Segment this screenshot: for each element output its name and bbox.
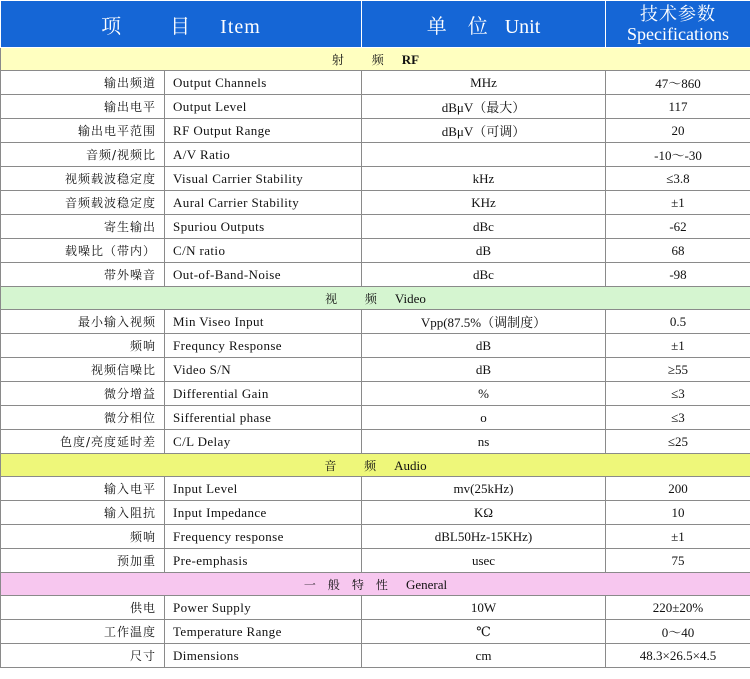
table-row — [1, 358, 750, 382]
section-header-row — [1, 48, 750, 71]
row-name-cn: 带外噪音 — [1, 263, 165, 287]
row-unit: dBL50Hz-15KHz) — [362, 525, 606, 549]
table-row — [1, 382, 750, 406]
row-spec-value: 20 — [606, 119, 750, 143]
row-name-en: Pre-emphasis — [165, 549, 362, 573]
row-unit: o — [362, 406, 606, 430]
row-spec-value: ≤25 — [606, 430, 750, 454]
row-name-cn: 视频信噪比 — [1, 358, 165, 382]
table-row — [1, 406, 750, 430]
row-spec-value: 0.5 — [606, 310, 750, 334]
row-name-en: Output Channels — [165, 71, 362, 95]
row-unit: mv(25kHz) — [362, 477, 606, 501]
header-unit — [362, 1, 606, 48]
row-name-cn: 音频/视频比 — [1, 143, 165, 167]
table-row — [1, 215, 750, 239]
row-name-cn: 微分相位 — [1, 406, 165, 430]
table-row — [1, 191, 750, 215]
row-name-cn: 最小输入视频 — [1, 310, 165, 334]
row-name-en: Input Level — [165, 477, 362, 501]
table-row — [1, 596, 750, 620]
row-unit: 10W — [362, 596, 606, 620]
row-unit — [362, 143, 606, 167]
row-unit: usec — [362, 549, 606, 573]
row-name-en: Min Viseo Input — [165, 310, 362, 334]
section-title — [1, 287, 750, 310]
row-name-en: A/V Ratio — [165, 143, 362, 167]
header-spec — [606, 1, 750, 48]
row-spec-value: -98 — [606, 263, 750, 287]
row-name-cn: 音频载波稳定度 — [1, 191, 165, 215]
table-body — [1, 48, 750, 668]
row-name-en: Aural Carrier Stability — [165, 191, 362, 215]
header-item-en: Item — [220, 15, 261, 38]
row-name-en: RF Output Range — [165, 119, 362, 143]
table-row — [1, 620, 750, 644]
row-name-en: Out-of-Band-Noise — [165, 263, 362, 287]
row-name-en: Output Level — [165, 95, 362, 119]
table-row — [1, 263, 750, 287]
section-title-cn: 射 频 — [331, 52, 396, 67]
row-spec-value: ±1 — [606, 525, 750, 549]
row-unit: MHz — [362, 71, 606, 95]
section-header-row — [1, 287, 750, 310]
row-spec-value: ≥55 — [606, 358, 750, 382]
row-name-cn: 载噪比（带内） — [1, 239, 165, 263]
section-title — [1, 454, 750, 477]
section-title-en: Video — [394, 290, 426, 306]
row-spec-value: -10～-30 — [606, 143, 750, 167]
table-row — [1, 430, 750, 454]
table-row — [1, 334, 750, 358]
row-name-cn: 频响 — [1, 334, 165, 358]
row-unit: dBμV（最大） — [362, 95, 606, 119]
row-name-cn: 频响 — [1, 525, 165, 549]
row-name-en: C/L Delay — [165, 430, 362, 454]
section-header-row — [1, 573, 750, 596]
header-spec-cn: 技术参数 — [640, 4, 716, 24]
row-name-cn: 寄生输出 — [1, 215, 165, 239]
row-name-en: Video S/N — [165, 358, 362, 382]
row-unit: dB — [362, 239, 606, 263]
row-unit: % — [362, 382, 606, 406]
row-name-en: Sifferential phase — [165, 406, 362, 430]
row-spec-value: -62 — [606, 215, 750, 239]
section-title-en: RF — [401, 51, 420, 67]
row-spec-value: 200 — [606, 477, 750, 501]
table-row — [1, 119, 750, 143]
section-header-row — [1, 454, 750, 477]
section-title-cn: 视 频 — [325, 291, 389, 306]
table-row — [1, 310, 750, 334]
row-name-en: Dimensions — [165, 644, 362, 668]
table-row — [1, 95, 750, 119]
row-spec-value: 47～860 — [606, 71, 750, 95]
row-name-cn: 视频载波稳定度 — [1, 167, 165, 191]
row-unit: KΩ — [362, 501, 606, 525]
row-unit: cm — [362, 644, 606, 668]
row-name-cn: 预加重 — [1, 549, 165, 573]
row-spec-value: ≤3.8 — [606, 167, 750, 191]
row-name-cn: 供电 — [1, 596, 165, 620]
row-name-cn: 输出电平 — [1, 95, 165, 119]
row-name-en: Frequency response — [165, 525, 362, 549]
row-name-cn: 输出电平范围 — [1, 119, 165, 143]
row-spec-value: 0～40 — [606, 620, 750, 644]
section-title-en: General — [405, 576, 448, 592]
table-row — [1, 71, 750, 95]
row-unit: dB — [362, 334, 606, 358]
row-spec-value: 48.3×26.5×4.5 — [606, 644, 750, 668]
row-name-cn: 输出频道 — [1, 71, 165, 95]
table-row — [1, 549, 750, 573]
row-spec-value: ±1 — [606, 191, 750, 215]
row-spec-value: 75 — [606, 549, 750, 573]
row-spec-value: ±1 — [606, 334, 750, 358]
table-row — [1, 239, 750, 263]
table-row — [1, 525, 750, 549]
row-name-en: Spuriou Outputs — [165, 215, 362, 239]
row-unit: Vpp(87.5%（调制度） — [362, 310, 606, 334]
table-row — [1, 644, 750, 668]
header-item-cn: 项 目 — [101, 15, 213, 38]
header-unit-cn: 单 位 — [426, 15, 496, 38]
table-header-row — [1, 1, 750, 48]
table-row — [1, 501, 750, 525]
section-title — [1, 48, 750, 71]
row-unit: dBc — [362, 215, 606, 239]
row-name-cn: 色度/亮度延时差 — [1, 430, 165, 454]
section-title — [1, 573, 750, 596]
row-spec-value: ≤3 — [606, 406, 750, 430]
table-row — [1, 143, 750, 167]
section-title-cn: 音 频 — [324, 458, 389, 473]
row-unit: kHz — [362, 167, 606, 191]
header-unit-en: Unit — [504, 15, 541, 38]
table-row — [1, 477, 750, 501]
row-spec-value: ≤3 — [606, 382, 750, 406]
header-item — [1, 1, 362, 48]
row-name-en: C/N ratio — [165, 239, 362, 263]
row-name-en: Temperature Range — [165, 620, 362, 644]
row-name-en: Frequncy Response — [165, 334, 362, 358]
section-title-en: Audio — [394, 457, 427, 473]
row-name-en: Visual Carrier Stability — [165, 167, 362, 191]
row-spec-value: 117 — [606, 95, 750, 119]
row-unit: ℃ — [362, 620, 606, 644]
row-unit: dBμV（可调） — [362, 119, 606, 143]
section-title-cn: 一般特性 — [303, 577, 400, 592]
row-unit: dB — [362, 358, 606, 382]
row-name-en: Power Supply — [165, 596, 362, 620]
row-name-cn: 输入阻抗 — [1, 501, 165, 525]
row-unit: dBc — [362, 263, 606, 287]
table-row — [1, 167, 750, 191]
row-unit: ns — [362, 430, 606, 454]
row-spec-value: 220±20% — [606, 596, 750, 620]
row-name-cn: 工作温度 — [1, 620, 165, 644]
row-unit: KHz — [362, 191, 606, 215]
row-name-en: Input Impedance — [165, 501, 362, 525]
row-spec-value: 10 — [606, 501, 750, 525]
row-name-cn: 尺寸 — [1, 644, 165, 668]
row-name-cn: 微分增益 — [1, 382, 165, 406]
header-spec-en: Specifications — [627, 24, 729, 44]
row-name-en: Differential Gain — [165, 382, 362, 406]
row-name-cn: 输入电平 — [1, 477, 165, 501]
row-spec-value: 68 — [606, 239, 750, 263]
